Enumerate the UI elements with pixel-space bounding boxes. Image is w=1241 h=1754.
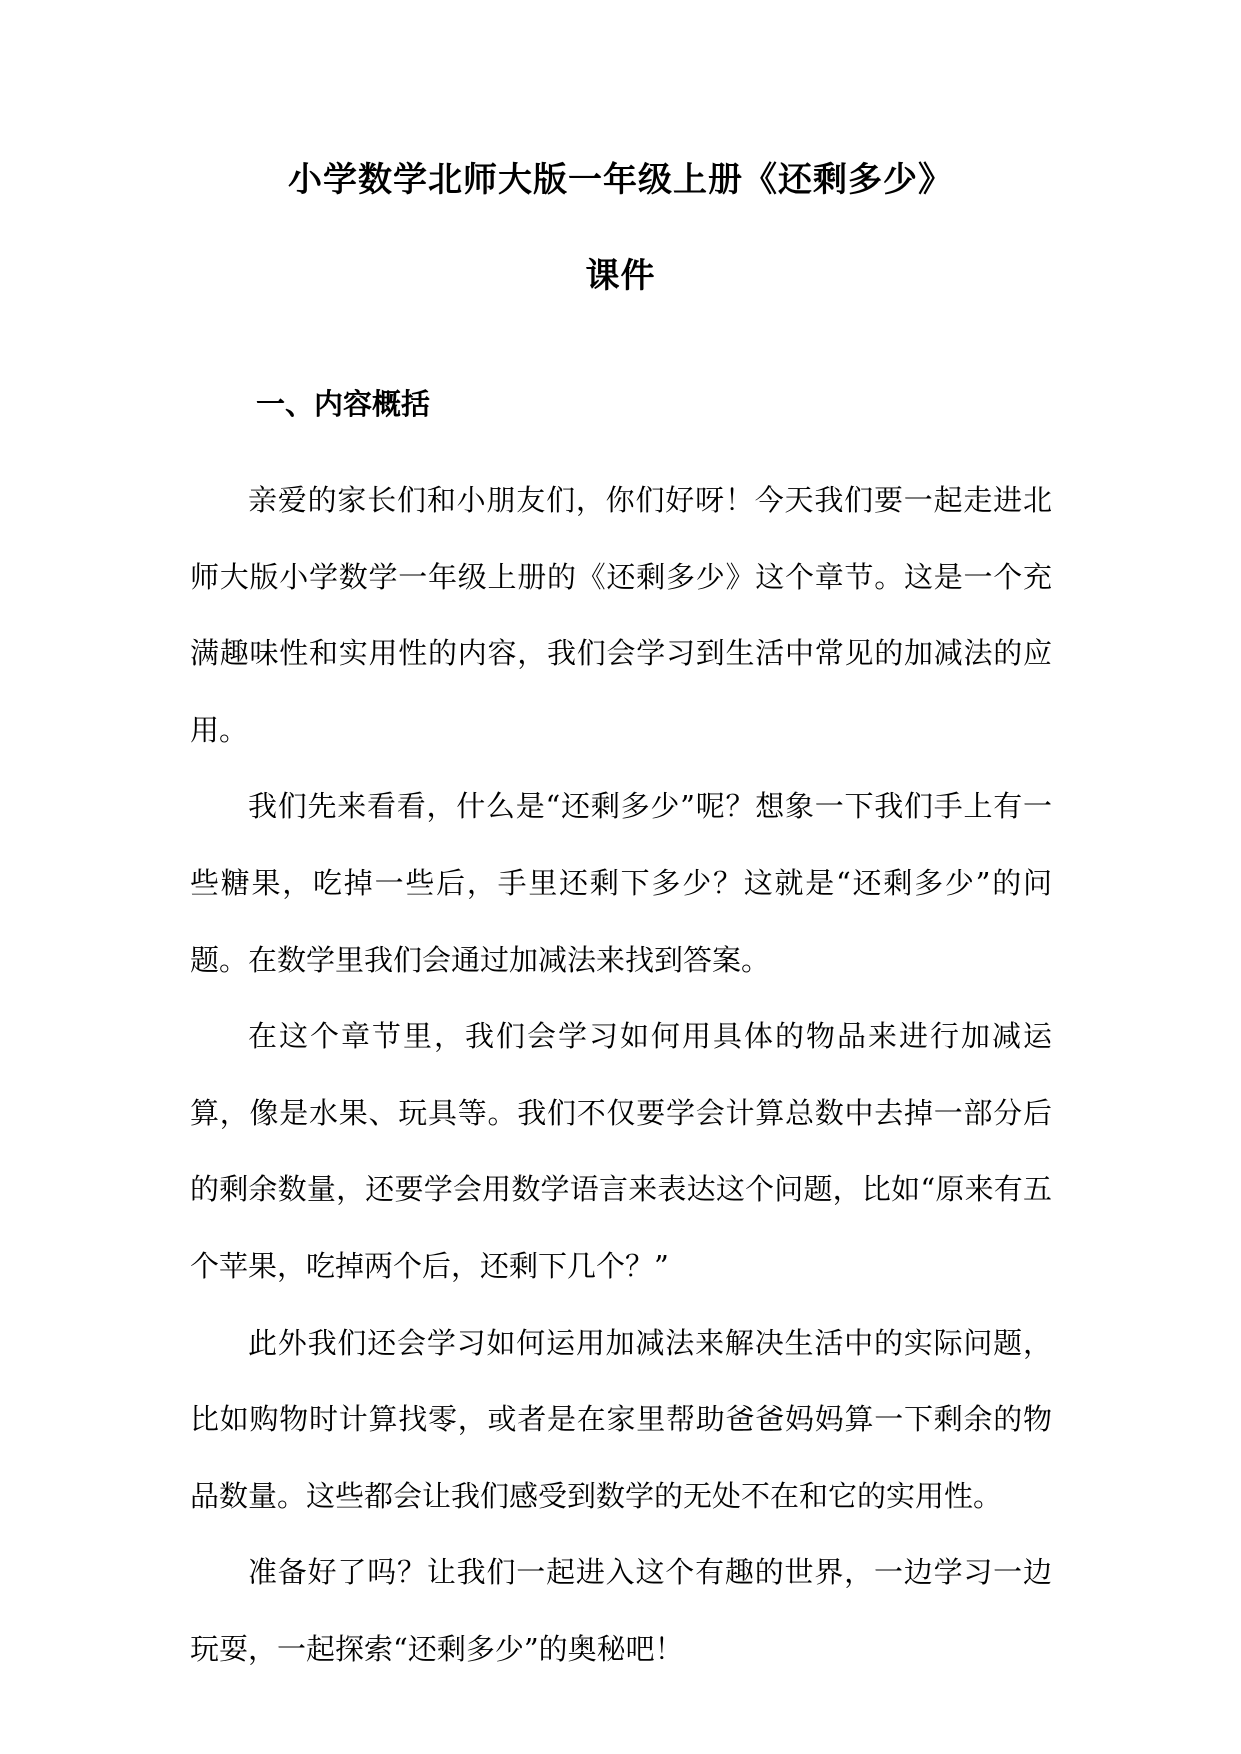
paragraph-3: 在这个章节里，我们会学习如何用具体的物品来进行加减运算，像是水果、玩具等。我们不仅要学会计算总数中去掉一部分后的剩余数量，还要学会用数学语言来表达这个问题，比如“原来有五个苹果，吃掉两个后，还剩下几个？” [190,1019,1052,1283]
paragraph-5: 准备好了吗？让我们一起进入这个有趣的世界，一边学习一边玩耍，一起探索“还剩多少”的奥秘吧！ [190,1555,1052,1666]
document-body [190,462,1052,1688]
document-title-line2: 课件 [585,256,656,296]
paragraph-1: 亲爱的家长们和小朋友们，你们好呀！今天我们要一起走进北师大版小学数学一年级上册的《还剩多少》这个章节。这是一个充满趣味性和实用性的内容，我们会学习到生活中常见的加减法的应用。 [190,483,1052,747]
section-heading: 一、内容概括 [256,387,431,421]
paragraph-2: 我们先来看看，什么是“还剩多少”呢？想象一下我们手上有一些糖果，吃掉一些后，手里还剩下多少？这就是“还剩多少”的问题。在数学里我们会通过加减法来找到答案。 [190,789,1052,977]
paragraph-4: 此外我们还会学习如何运用加减法来解决生活中的实际问题，比如购物时计算找零，或者是在家里帮助爸爸妈妈算一下剩余的物品数量。这些都会让我们感受到数学的无处不在和它的实用性。 [190,1325,1052,1513]
document-title-line1: 小学数学北师大版一年级上册《还剩多少》 [288,160,953,200]
